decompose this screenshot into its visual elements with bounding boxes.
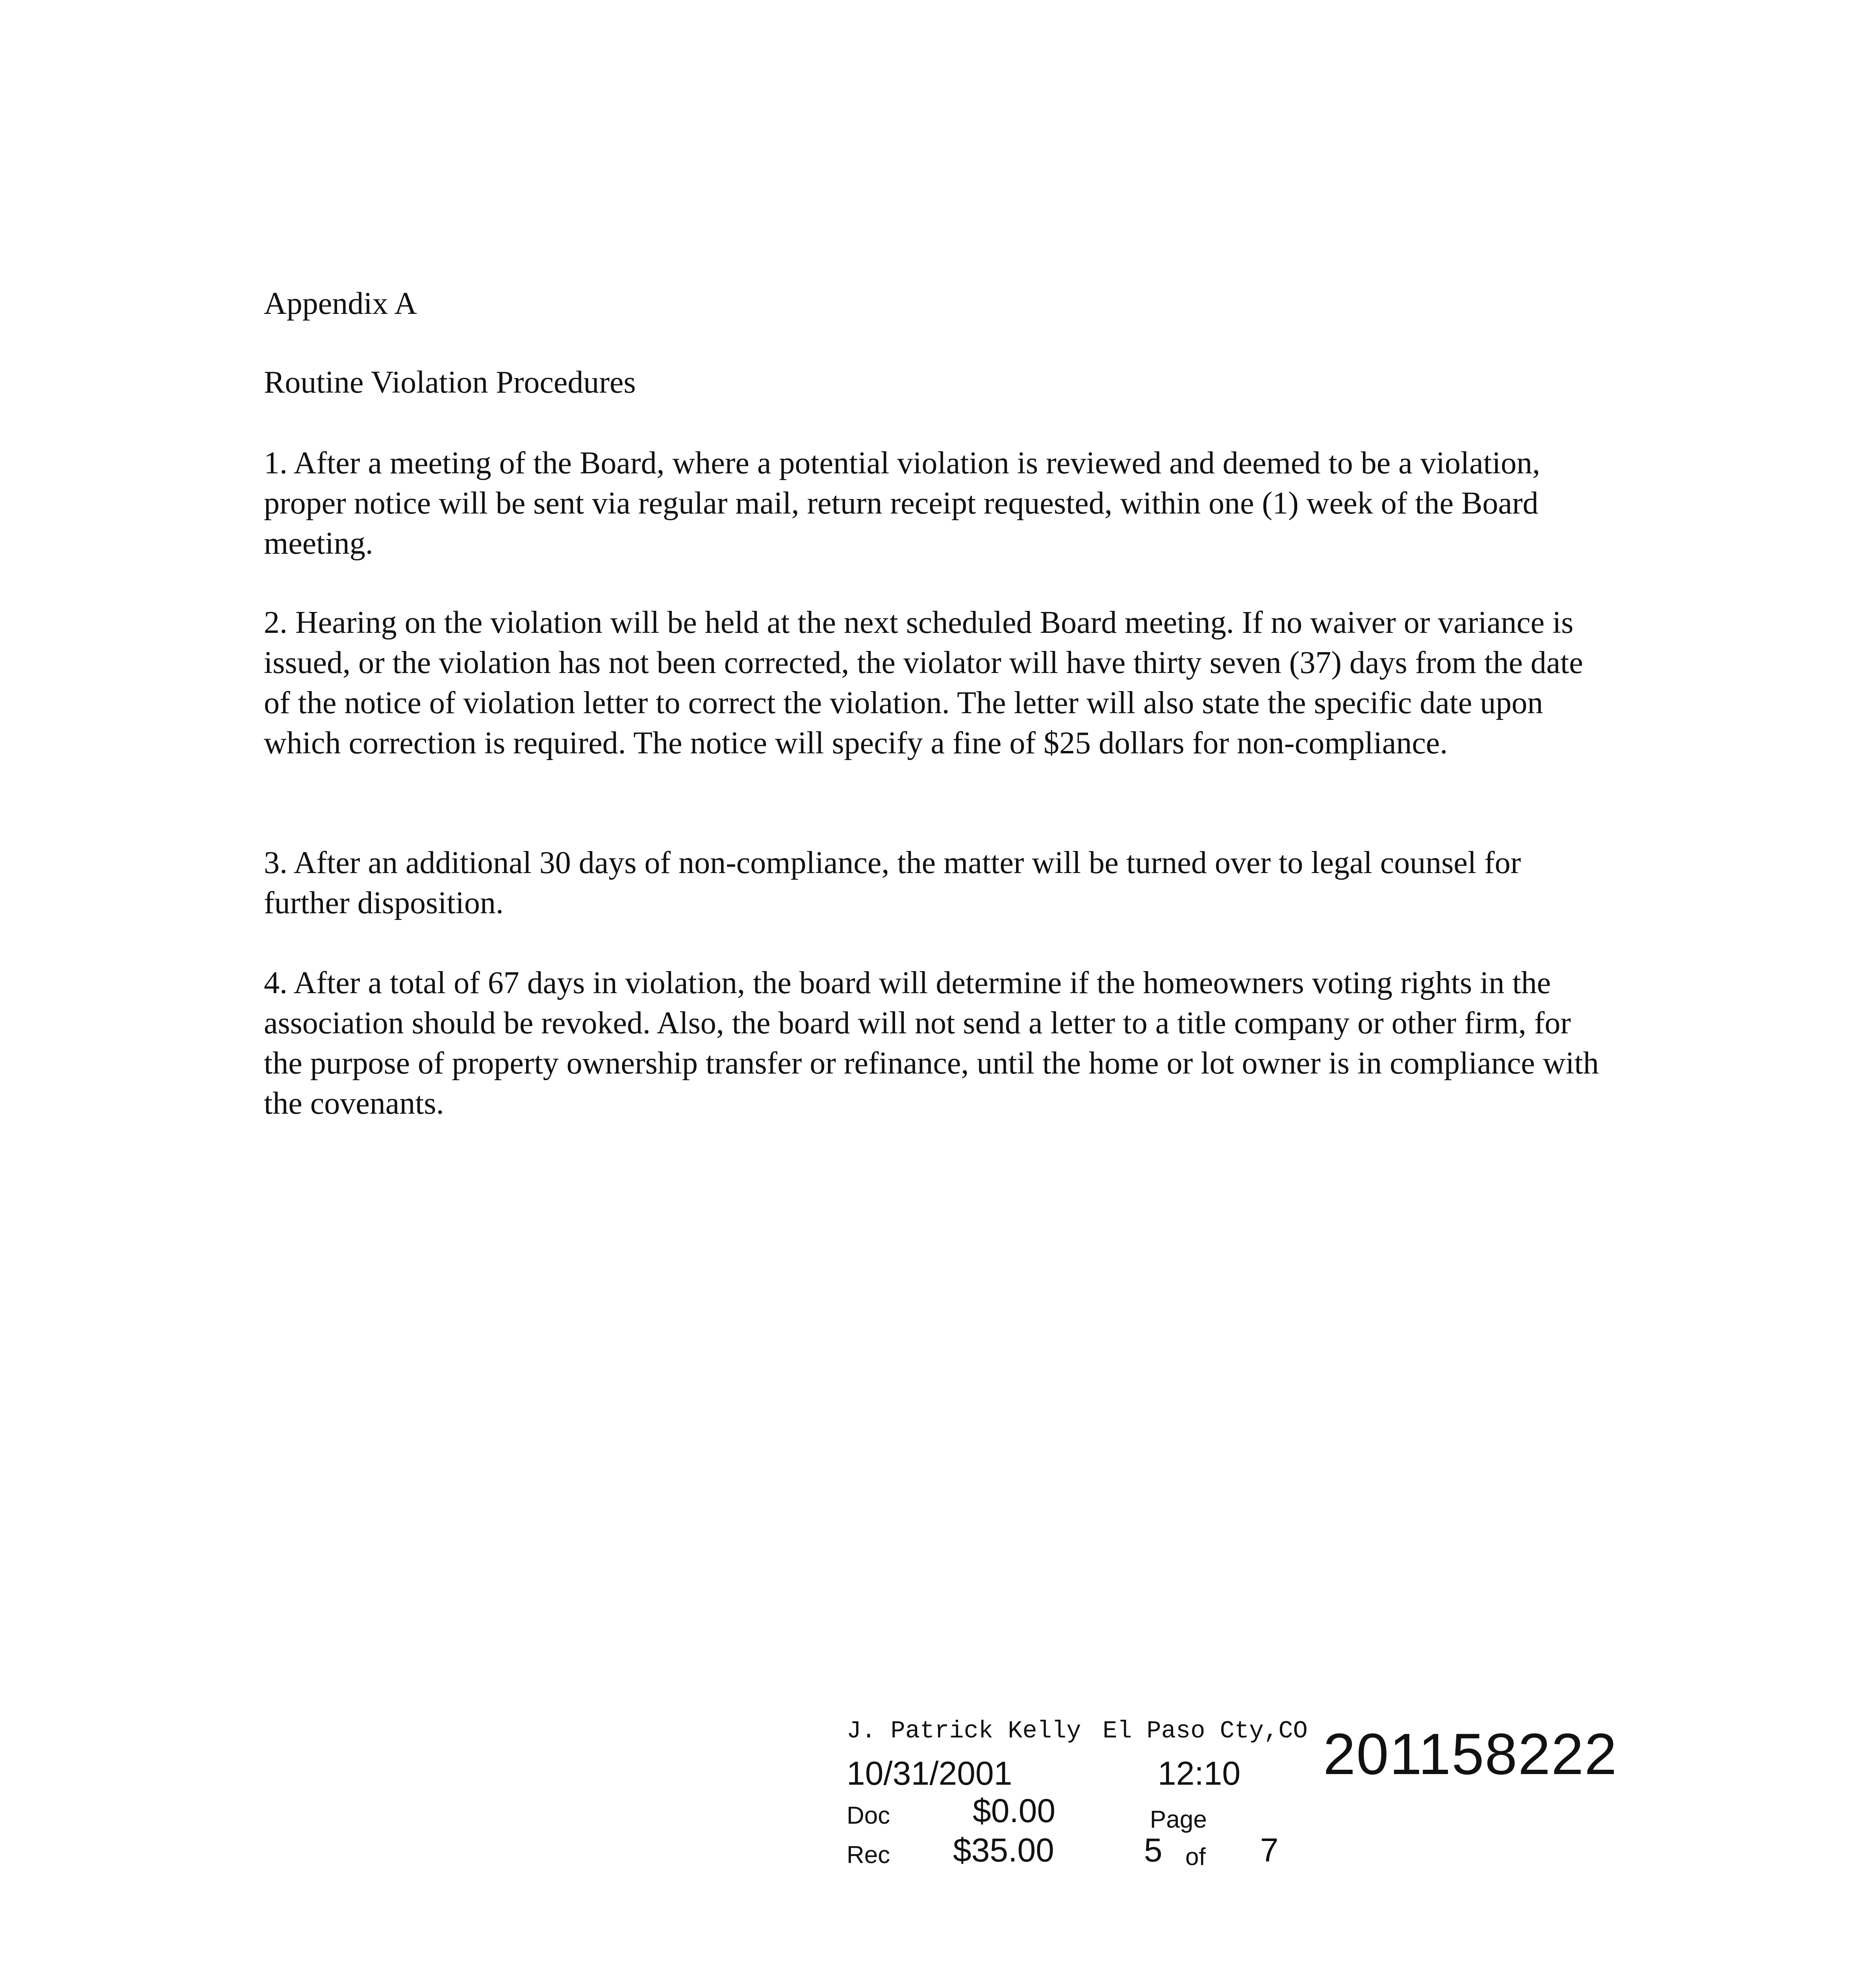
section-subheading: Routine Violation Procedures <box>264 365 636 400</box>
stamp-reception-number: 201158222 <box>1323 1722 1618 1787</box>
stamp-recorder: J. Patrick Kelly <box>847 1717 1081 1745</box>
stamp-doc-fee: $0.00 <box>973 1792 1056 1829</box>
appendix-heading: Appendix A <box>264 286 417 321</box>
stamp-time: 12:10 <box>1158 1755 1241 1792</box>
stamp-page-label: Page <box>1150 1806 1207 1833</box>
stamp-of-label: of <box>1185 1843 1206 1871</box>
stamp-rec-label: Rec <box>847 1841 890 1869</box>
stamp-date: 10/31/2001 <box>847 1755 1012 1792</box>
stamp-doc-label: Doc <box>847 1802 890 1829</box>
stamp-page-number: 5 <box>1144 1832 1162 1869</box>
stamp-county: El Paso Cty,CO <box>1103 1717 1308 1745</box>
procedure-item-3: 3. After an additional 30 days of non-compliance, the matter will be turned over to legal counsel for further disposition. <box>264 845 1521 920</box>
procedure-item-4: 4. After a total of 67 days in violation, the board will determine if the homeowners voting rights in the association should be revoked. Also, the board will not send a letter to a title company or other firm, for the purpose of property ownership transfer or refinance, until the home or lot owner is in compliance with the covenants. <box>264 966 1599 1121</box>
stamp-rec-fee: $35.00 <box>953 1832 1054 1869</box>
procedure-item-2: 2. Hearing on the violation will be held at the next scheduled Board meeting. If no waiver or variance is issued, or the violation has not been corrected, the violator will have thirty seven (37) days from the date of the notice of violation letter to correct the violation. The letter will also state the specific date upon which correction is required. The notice will specify a fine of $25 dollars for non-compliance. <box>264 605 1583 760</box>
stamp-page-total: 7 <box>1260 1832 1279 1869</box>
procedure-item-1: 1. After a meeting of the Board, where a potential violation is reviewed and deemed to be a violation, proper notice will be sent via regular mail, return receipt requested, within one (1) week of the Board meeting. <box>264 446 1540 561</box>
